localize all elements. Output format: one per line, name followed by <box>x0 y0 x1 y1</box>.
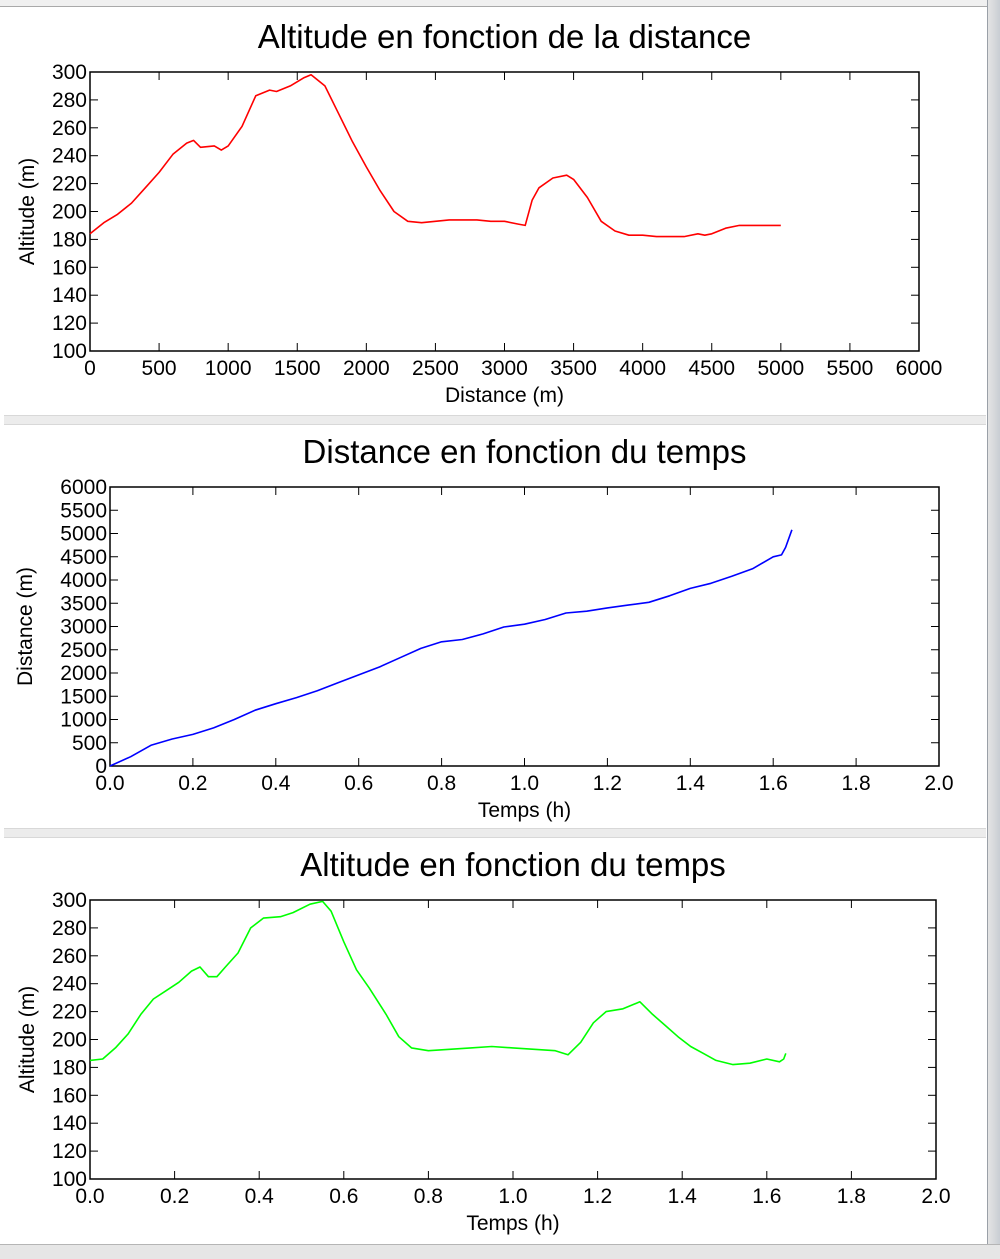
x-tick-label: 2.0 <box>921 1185 951 1208</box>
chart-title: Altitude en fonction de la distance <box>257 18 752 55</box>
window-scrollbar[interactable] <box>987 0 1000 1259</box>
y-axis-label: Altitude (m) <box>16 157 39 266</box>
y-tick-label: 180 <box>51 1056 87 1080</box>
chart-distance-time <box>4 425 986 828</box>
y-tick-label: 160 <box>51 1084 87 1108</box>
y-tick-label: 4500 <box>60 545 107 569</box>
chart-title: Altitude en fonction du temps <box>300 846 726 883</box>
x-tick-label: 5000 <box>757 357 805 380</box>
x-tick-label: 3500 <box>550 357 597 380</box>
y-tick-label: 1500 <box>60 685 107 709</box>
x-tick-label: 0 <box>84 357 96 380</box>
y-axis-label: Altitude (m) <box>16 985 39 1094</box>
x-tick-label: 1.8 <box>841 772 871 795</box>
y-tick-label: 260 <box>51 944 87 968</box>
chart-altitude-distance <box>4 10 986 415</box>
x-tick-label: 0.4 <box>261 772 291 795</box>
x-tick-label: 0.0 <box>75 1185 105 1208</box>
x-tick-label: 2000 <box>342 357 390 380</box>
y-tick-label: 140 <box>51 284 87 308</box>
y-tick-label: 2500 <box>60 638 107 662</box>
y-tick-label: 200 <box>51 1028 87 1052</box>
y-tick-label: 240 <box>51 144 87 168</box>
x-tick-label: 5500 <box>826 357 874 380</box>
x-axis-label: Distance (m) <box>444 384 565 407</box>
x-tick-label: 1.4 <box>667 1185 697 1208</box>
y-axis-label: Distance (m) <box>14 566 37 687</box>
y-tick-label: 300 <box>51 889 87 912</box>
y-tick-label: 200 <box>51 200 87 224</box>
y-tick-label: 500 <box>71 731 107 755</box>
x-tick-label: 1.0 <box>509 772 540 795</box>
x-tick-label: 0.6 <box>344 772 374 795</box>
y-tick-label: 1000 <box>60 708 107 732</box>
y-tick-label: 220 <box>51 1000 87 1024</box>
y-tick-label: 120 <box>51 1140 87 1164</box>
plot-frame <box>90 72 919 351</box>
y-tick-label: 2000 <box>60 662 107 685</box>
series-line-altitude-distance <box>90 75 781 237</box>
y-tick-label: 0 <box>95 755 107 778</box>
x-tick-label: 6000 <box>895 357 943 380</box>
x-tick-label: 1.4 <box>675 772 705 795</box>
y-tick-label: 140 <box>51 1112 87 1136</box>
y-tick-label: 220 <box>51 172 87 196</box>
y-tick-label: 100 <box>51 340 87 363</box>
window-top-edge <box>0 0 1000 7</box>
x-tick-label: 1500 <box>273 357 321 380</box>
panel-separator <box>4 828 986 838</box>
x-tick-label: 1.6 <box>752 1185 782 1208</box>
y-tick-label: 3500 <box>60 592 107 616</box>
x-tick-label: 0.8 <box>426 772 457 795</box>
x-tick-label: 4500 <box>688 357 736 380</box>
y-tick-label: 5000 <box>60 522 107 546</box>
x-axis-label: Temps (h) <box>466 1212 560 1235</box>
y-tick-label: 120 <box>51 312 87 336</box>
y-tick-label: 6000 <box>60 476 107 499</box>
x-tick-label: 0.2 <box>159 1185 190 1208</box>
y-tick-label: 260 <box>51 116 87 140</box>
x-tick-label: 0.2 <box>178 772 208 795</box>
series-line-altitude-time <box>90 901 786 1064</box>
y-tick-label: 100 <box>51 1168 87 1191</box>
panel-separator <box>4 415 986 425</box>
x-tick-label: 1.2 <box>582 1185 613 1208</box>
x-tick-label: 2500 <box>412 357 459 380</box>
x-tick-label: 4000 <box>619 357 667 380</box>
y-tick-label: 300 <box>51 61 87 84</box>
x-tick-label: 2.0 <box>924 772 954 795</box>
x-tick-label: 0.8 <box>413 1185 444 1208</box>
x-axis-label: Temps (h) <box>477 799 572 822</box>
x-tick-label: 1.2 <box>592 772 623 795</box>
x-tick-label: 1.6 <box>758 772 788 795</box>
x-tick-label: 500 <box>141 357 177 380</box>
y-tick-label: 5500 <box>60 499 107 523</box>
y-tick-label: 4000 <box>60 569 107 592</box>
x-tick-label: 0.4 <box>244 1185 274 1208</box>
y-tick-label: 280 <box>51 88 87 112</box>
chart-title: Distance en fonction du temps <box>302 433 747 470</box>
x-tick-label: 3000 <box>481 357 528 380</box>
plot-frame <box>110 487 939 766</box>
chart-panel-altitude-time <box>4 838 986 1243</box>
y-tick-label: 180 <box>51 228 87 252</box>
chart-altitude-time <box>4 838 986 1243</box>
y-tick-label: 240 <box>51 972 87 996</box>
chart-panel-distance-time <box>4 425 986 828</box>
window-bottom-edge <box>0 1244 1000 1259</box>
y-tick-label: 160 <box>51 256 87 280</box>
y-tick-label: 3000 <box>60 615 107 639</box>
x-tick-label: 1.0 <box>498 1185 528 1208</box>
x-tick-label: 0.6 <box>329 1185 359 1208</box>
x-tick-label: 1000 <box>204 357 252 380</box>
chart-panel-altitude-distance <box>4 10 986 415</box>
x-tick-label: 0.0 <box>95 772 125 795</box>
x-tick-label: 1.8 <box>836 1185 867 1208</box>
series-line-distance-time <box>110 530 792 766</box>
plot-frame <box>90 900 936 1179</box>
y-tick-label: 280 <box>51 916 87 940</box>
